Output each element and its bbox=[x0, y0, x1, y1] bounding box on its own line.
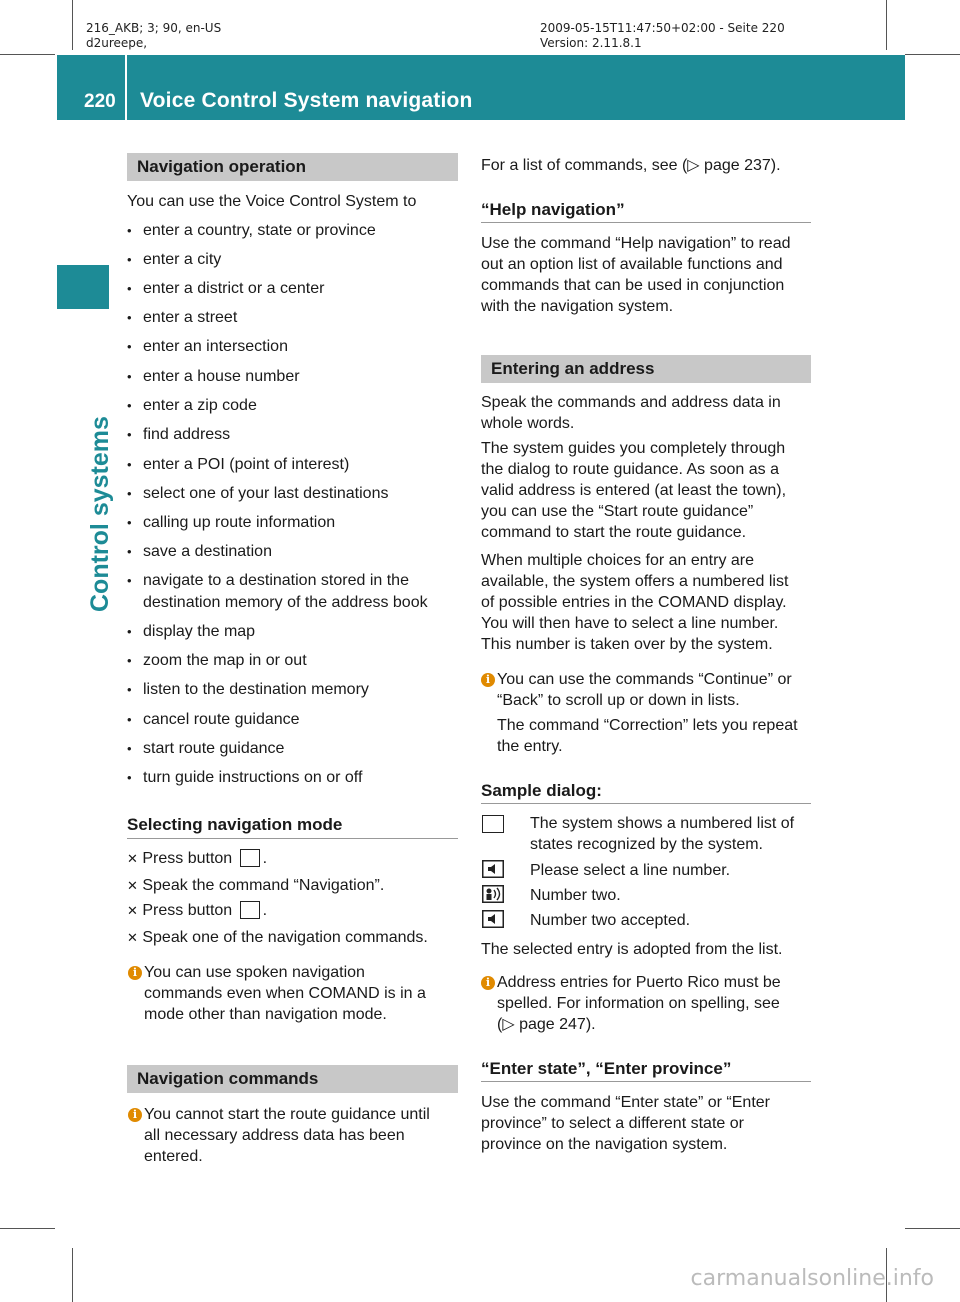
page-number: 220 bbox=[84, 91, 116, 112]
print-meta-right bbox=[540, 21, 785, 51]
crop-mark bbox=[0, 1228, 55, 1229]
bullet-icon: • bbox=[127, 223, 132, 238]
list-item-text: zoom the map in or out bbox=[143, 652, 307, 669]
print-meta-line: d2ureepe, bbox=[86, 36, 148, 50]
paragraph bbox=[481, 550, 788, 655]
info-note bbox=[144, 1104, 430, 1167]
subheading-selecting-mode: Selecting navigation mode bbox=[127, 815, 343, 834]
subheading-enter-state: “Enter state”, “Enter province” bbox=[481, 1059, 732, 1078]
list-item-text: enter a country, state or province bbox=[143, 222, 376, 239]
step-arrow-icon: ✕ bbox=[127, 878, 138, 893]
bullet-icon: • bbox=[127, 369, 132, 384]
subheading-sample-dialog: Sample dialog: bbox=[481, 781, 602, 800]
section-heading-entering-address: Entering an address bbox=[481, 355, 811, 383]
system-voice-icon bbox=[482, 910, 504, 928]
text-line: When multiple choices for an entry are bbox=[481, 552, 755, 569]
text-line: This number is taken over by the system. bbox=[481, 636, 773, 653]
bullet-icon: • bbox=[127, 573, 132, 588]
info-icon: i bbox=[128, 1108, 142, 1122]
text-line: You will then have to select a line number. bbox=[481, 615, 779, 632]
info-line: the entry. bbox=[497, 738, 563, 755]
dialog-row bbox=[530, 860, 730, 881]
bullet-icon: • bbox=[127, 310, 132, 325]
paragraph: The selected entry is adopted from the list. bbox=[481, 941, 783, 958]
print-meta-left bbox=[86, 21, 221, 51]
talk-button-icon bbox=[240, 849, 260, 867]
text-line: Use the command “Help navigation” to read bbox=[481, 235, 791, 252]
step-item: ✕ Press button . bbox=[127, 902, 268, 919]
watermark: carmanualsonline.info bbox=[690, 1266, 934, 1291]
bullet-icon: • bbox=[127, 486, 132, 501]
text-line: out an option list of available functions and bbox=[481, 256, 783, 273]
dialog-line: states recognized by the system. bbox=[530, 836, 763, 853]
dialog-row bbox=[530, 910, 690, 931]
list-item-text: enter a house number bbox=[143, 368, 300, 385]
bullet-icon: • bbox=[127, 281, 132, 296]
step-item bbox=[127, 927, 428, 948]
list-item-text: enter a district or a center bbox=[143, 280, 325, 297]
bullet-icon: • bbox=[127, 515, 132, 530]
print-meta-line: 216_AKB; 3; 90, en-US bbox=[86, 21, 222, 35]
info-line: The command “Correction” lets you repeat bbox=[497, 717, 798, 734]
list-item-text: enter an intersection bbox=[143, 338, 288, 355]
dialog-line: Please select a line number. bbox=[530, 862, 731, 879]
user-speaking-icon bbox=[482, 885, 504, 903]
bullet-icon: • bbox=[127, 427, 132, 442]
info-icon: i bbox=[481, 673, 495, 687]
info-line: all necessary address data has been bbox=[144, 1127, 405, 1144]
list-item-text: save a destination bbox=[143, 543, 272, 560]
dialog-row bbox=[530, 813, 794, 855]
info-line: “Back” to scroll up or down in lists. bbox=[497, 692, 740, 709]
step-arrow-icon: ✕ bbox=[127, 851, 138, 866]
print-meta-line: 2009-05-15T11:47:50+02:00 - Seite 220 bbox=[540, 21, 785, 35]
subheading-rule bbox=[481, 803, 811, 804]
info-line: Address entries for Puerto Rico must be bbox=[497, 974, 781, 991]
list-item-text: start route guidance bbox=[143, 740, 285, 757]
crop-mark bbox=[72, 0, 73, 50]
step-text: Speak one of the navigation commands. bbox=[142, 929, 428, 946]
bullet-icon: • bbox=[127, 398, 132, 413]
bullet-icon: • bbox=[127, 544, 132, 559]
text-line: Speak the commands and address data in bbox=[481, 394, 781, 411]
text-line: you can use the “Start route guidance” bbox=[481, 503, 754, 520]
system-voice-icon bbox=[482, 860, 504, 878]
side-tab-block bbox=[57, 265, 109, 309]
print-meta-line: Version: 2.11.8.1 bbox=[540, 36, 642, 50]
bullet-icon: • bbox=[127, 682, 132, 697]
list-item-text: find address bbox=[143, 426, 231, 443]
step-item bbox=[127, 875, 384, 896]
text-line: valid address is entered (at least the town), bbox=[481, 482, 787, 499]
info-icon: i bbox=[481, 976, 495, 990]
bullet-icon: • bbox=[127, 252, 132, 267]
crop-mark bbox=[905, 1228, 960, 1229]
dialog-line: Number two accepted. bbox=[530, 912, 691, 929]
step-item: ✕ Press button . bbox=[127, 850, 268, 867]
paragraph bbox=[481, 392, 781, 434]
step-arrow-icon: ✕ bbox=[127, 903, 138, 918]
text-line: the dialog to route guidance. As soon as a bbox=[481, 461, 779, 478]
list-item-text: listen to the destination memory bbox=[143, 681, 369, 698]
crop-mark bbox=[0, 54, 55, 55]
intro-text: You can use the Voice Control System to bbox=[127, 193, 417, 210]
bullet-icon: • bbox=[127, 741, 132, 756]
paragraph bbox=[481, 1092, 770, 1155]
bullet-icon: • bbox=[127, 653, 132, 668]
talk-button-icon bbox=[240, 901, 260, 919]
text-line: province” to select a different state or bbox=[481, 1115, 744, 1132]
text-line: The system guides you completely through bbox=[481, 440, 786, 457]
subheading-rule bbox=[127, 838, 458, 839]
section-heading-navigation-operation: Navigation operation bbox=[127, 153, 458, 181]
paragraph bbox=[481, 438, 786, 543]
info-line: You can use spoken navigation bbox=[144, 964, 365, 981]
info-line: You cannot start the route guidance until bbox=[144, 1106, 430, 1123]
help-paragraph bbox=[481, 233, 791, 317]
text-line: commands that can be used in conjunction bbox=[481, 277, 785, 294]
header-divider bbox=[125, 55, 127, 120]
section-heading-navigation-commands: Navigation commands bbox=[127, 1065, 458, 1093]
list-item-text: enter a zip code bbox=[143, 397, 257, 414]
text-line: Use the command “Enter state” or “Enter bbox=[481, 1094, 770, 1111]
list-item-text: destination memory of the address book bbox=[143, 594, 428, 611]
crop-mark bbox=[886, 0, 887, 50]
dialog-row bbox=[530, 885, 621, 906]
bullet-icon: • bbox=[127, 624, 132, 639]
subheading-help-navigation: “Help navigation” bbox=[481, 200, 625, 219]
text-line: with the navigation system. bbox=[481, 298, 674, 315]
subheading-rule bbox=[481, 1081, 811, 1082]
bullet-icon: • bbox=[127, 457, 132, 472]
crop-mark bbox=[905, 54, 960, 55]
command-list-reference: For a list of commands, see (▷ page 237). bbox=[481, 157, 781, 174]
info-note bbox=[144, 962, 426, 1025]
info-line: entered. bbox=[144, 1148, 203, 1165]
list-item-text: enter a POI (point of interest) bbox=[143, 456, 350, 473]
info-line: (▷ page 247). bbox=[497, 1016, 596, 1033]
list-item-text: enter a street bbox=[143, 309, 238, 326]
info-icon: i bbox=[128, 966, 142, 980]
list-item-text: cancel route guidance bbox=[143, 711, 300, 728]
step-text: Press button bbox=[142, 902, 233, 919]
list-item-text: display the map bbox=[143, 623, 256, 640]
crop-mark bbox=[72, 1248, 73, 1302]
list-item-text: turn guide instructions on or off bbox=[143, 769, 363, 786]
text-line: of possible entries in the COMAND display. bbox=[481, 594, 787, 611]
info-line: commands even when COMAND is in a bbox=[144, 985, 426, 1002]
list-item-text: navigate to a destination stored in the bbox=[143, 572, 409, 589]
display-icon bbox=[482, 815, 504, 833]
info-line: You can use the commands “Continue” or bbox=[497, 671, 792, 688]
subheading-rule bbox=[481, 222, 811, 223]
dialog-line: Number two. bbox=[530, 887, 621, 904]
step-arrow-icon: ✕ bbox=[127, 930, 138, 945]
text-line: whole words. bbox=[481, 415, 575, 432]
dialog-line: The system shows a numbered list of bbox=[530, 815, 795, 832]
side-tab-label: Control systems bbox=[86, 416, 114, 612]
list-item-text: select one of your last destinations bbox=[143, 485, 389, 502]
text-line: available, the system offers a numbered list bbox=[481, 573, 789, 590]
step-text: Press button bbox=[142, 850, 233, 867]
bullet-icon: • bbox=[127, 339, 132, 354]
bullet-icon: • bbox=[127, 712, 132, 727]
info-line: mode other than navigation mode. bbox=[144, 1006, 387, 1023]
info-line: spelled. For information on spelling, see bbox=[497, 995, 780, 1012]
info-note bbox=[497, 972, 781, 1035]
text-line: province on the navigation system. bbox=[481, 1136, 728, 1153]
step-text: Speak the command “Navigation”. bbox=[142, 877, 385, 894]
page-title: Voice Control System navigation bbox=[140, 89, 473, 112]
text-line: command to start the route guidance. bbox=[481, 524, 747, 541]
info-note bbox=[497, 669, 798, 757]
list-item-text: calling up route information bbox=[143, 514, 336, 531]
bullet-icon: • bbox=[127, 770, 132, 785]
list-item-text: enter a city bbox=[143, 251, 222, 268]
